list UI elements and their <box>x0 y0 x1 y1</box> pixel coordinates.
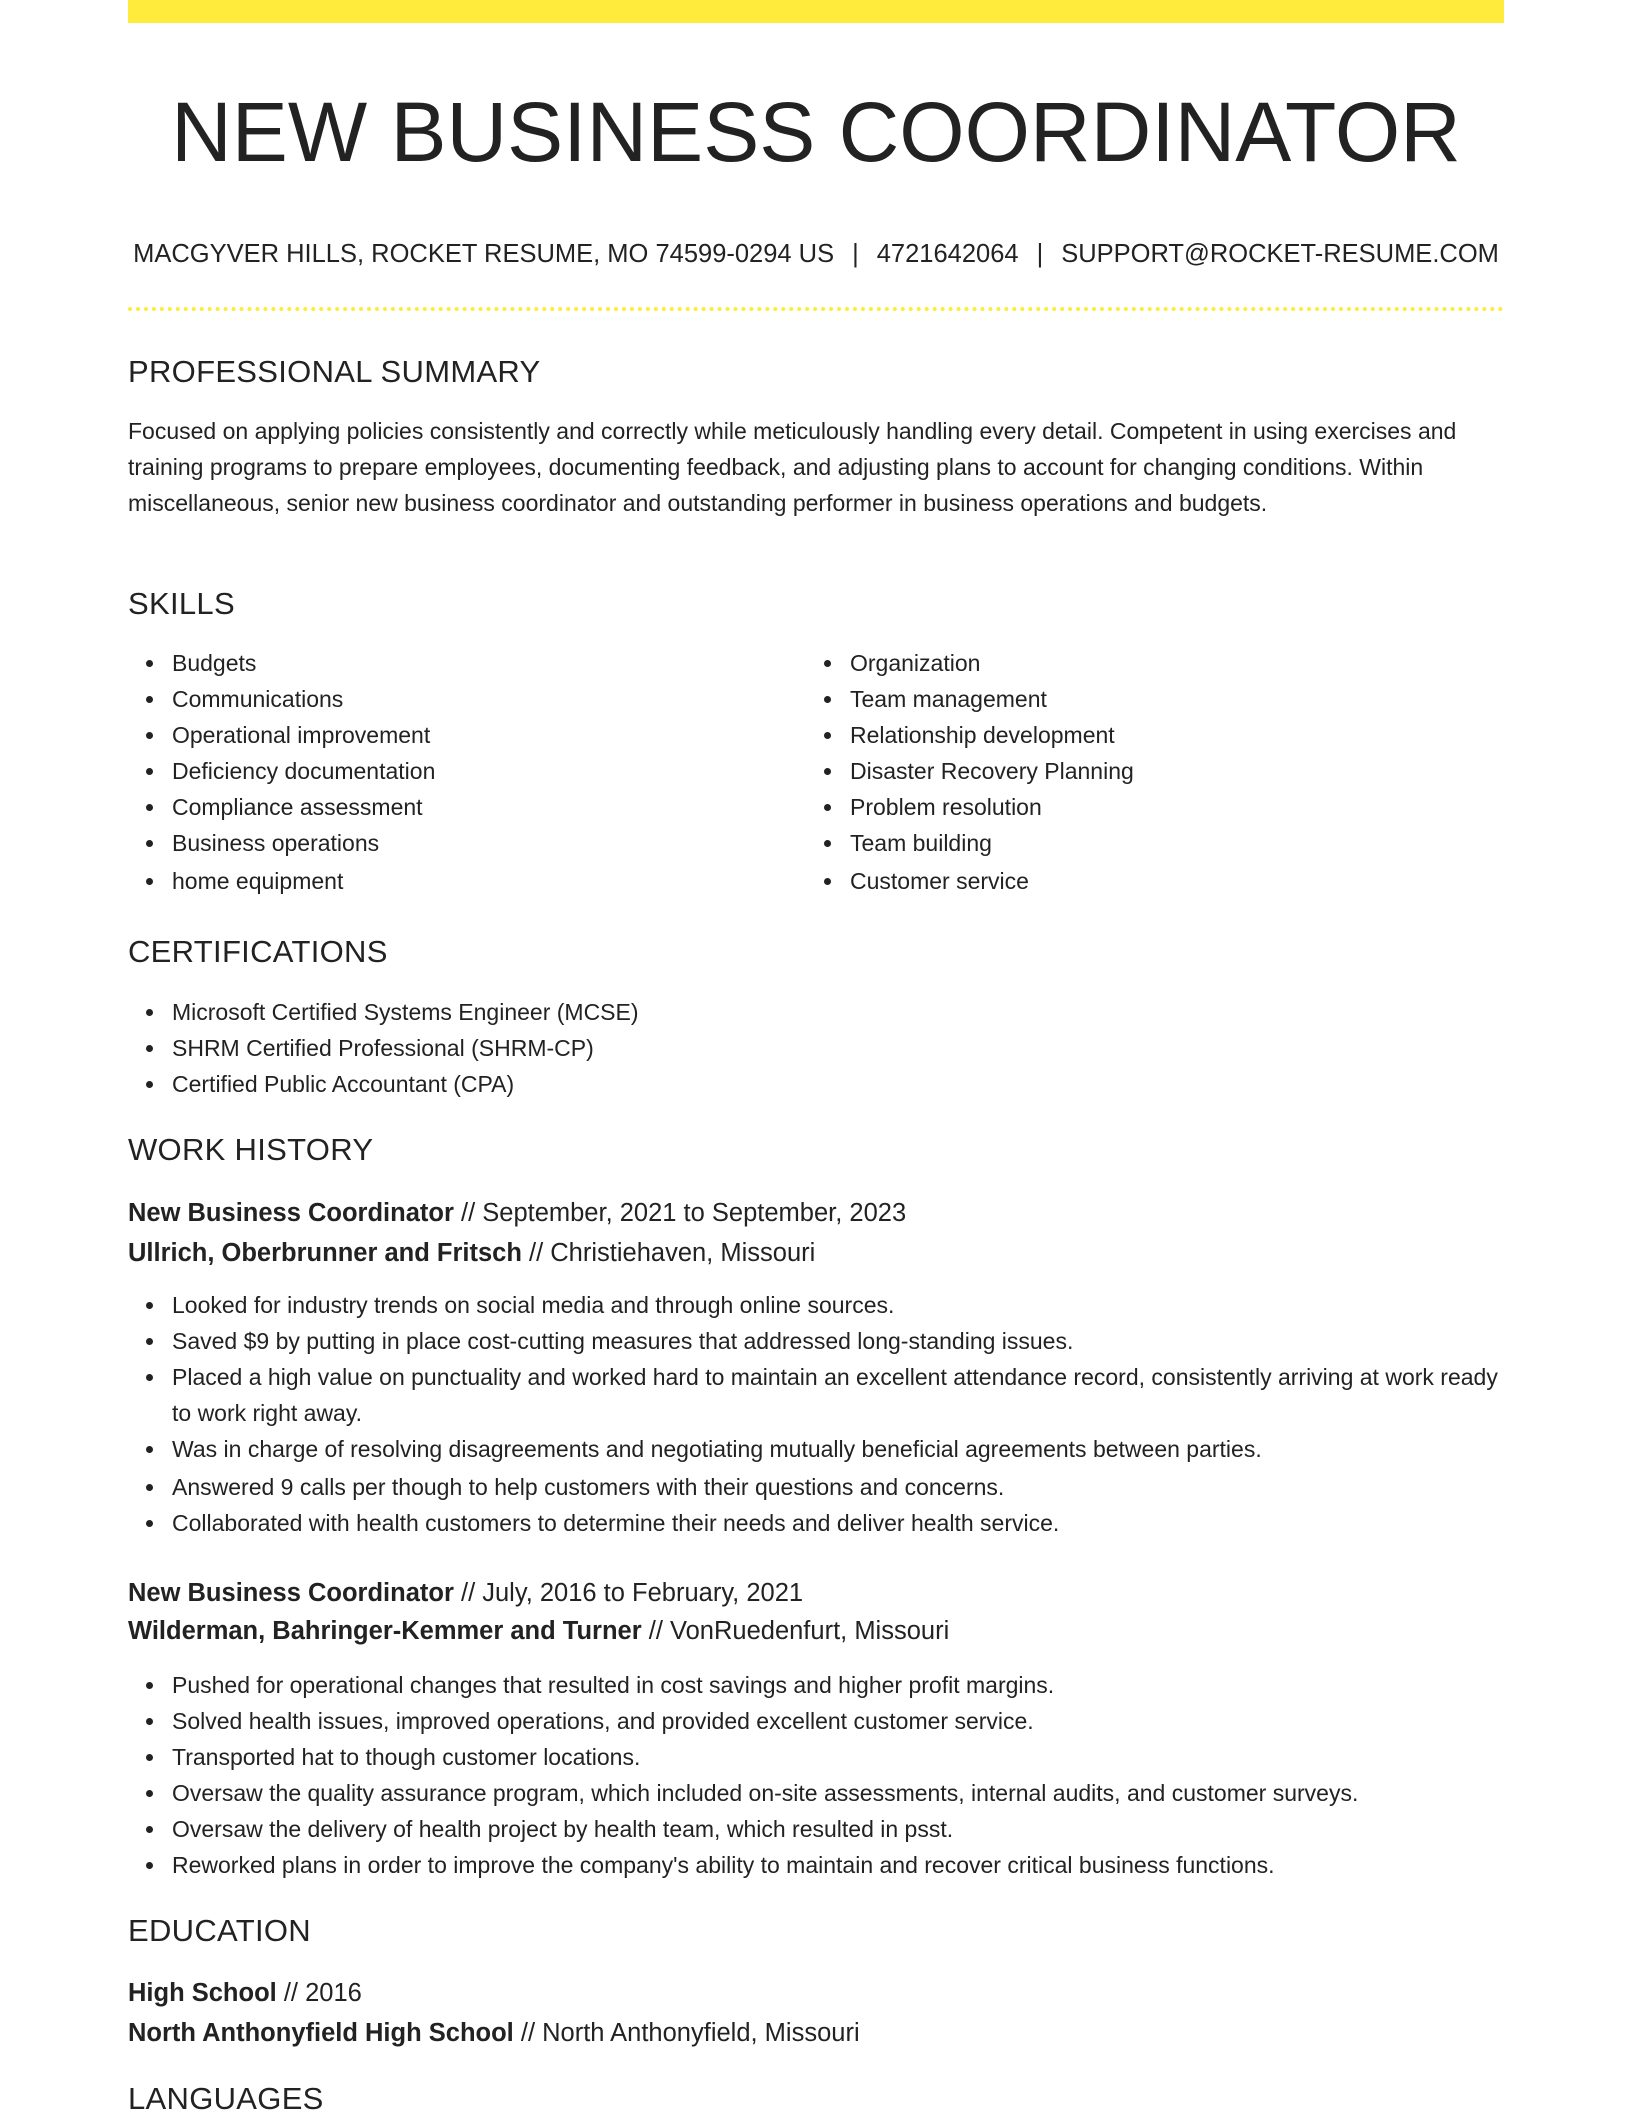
skill-item: Communications <box>128 681 798 717</box>
certifications-heading: CERTIFICATIONS <box>128 934 388 969</box>
education-separator: // <box>283 1979 299 2007</box>
skill-item: Disaster Recovery Planning <box>806 753 1476 789</box>
job-bullet: Was in charge of resolving disagreements and negotiating mutually beneficial agreements between parties. <box>128 1431 1504 1467</box>
education-school: North Anthonyfield High School <box>128 2019 514 2047</box>
certifications-list <box>128 994 1504 1102</box>
job-separator: // <box>460 1579 476 1607</box>
skill-item: Budgets <box>128 645 798 681</box>
job-bullet: Oversaw the quality assurance program, which included on-site assessments, internal audits, and customer surveys. <box>128 1775 1504 1811</box>
skill-item: Relationship development <box>806 717 1476 753</box>
summary-text: Focused on applying policies consistently and correctly while meticulously handling every detail. Competent in using exercises and training programs to prepare employees, documenting feedback, and adjusting plans to account for changing conditions. Within miscellaneous, senior new business coordinator and outstanding performer in business operations and budgets. <box>128 418 1457 516</box>
resume-title: NEW BUSINESS COORDINATOR <box>171 85 1461 179</box>
job-company: Wilderman, Bahringer-Kemmer and Turner <box>128 1617 642 1645</box>
education-separator: // <box>520 2019 536 2047</box>
job-title-line <box>128 1573 803 1613</box>
education-degree: High School <box>128 1979 277 2007</box>
contact-phone: 4721642064 <box>876 240 1019 268</box>
job-bullet: Looked for industry trends on social media and through online sources. <box>128 1287 1504 1323</box>
job-bullet: Solved health issues, improved operations, and provided excellent customer service. <box>128 1703 1504 1739</box>
job-bullet: Reworked plans in order to improve the company's ability to maintain and recover critical business functions. <box>128 1847 1504 1883</box>
contact-line <box>128 236 1504 272</box>
job-title: New Business Coordinator <box>128 1199 454 1227</box>
skill-item: Deficiency documentation <box>128 753 798 789</box>
job-company-line <box>128 1233 815 1273</box>
job-bullets <box>128 1667 1504 1883</box>
contact-separator: | <box>852 240 859 268</box>
education-location: North Anthonyfield, Missouri <box>542 2019 860 2047</box>
job-dates: July, 2016 to February, 2021 <box>482 1579 804 1607</box>
job-company-line <box>128 1611 949 1651</box>
skills-heading: SKILLS <box>128 586 235 621</box>
certification-item: Microsoft Certified Systems Engineer (MCSE) <box>128 994 1504 1030</box>
job-location: VonRuedenfurt, Missouri <box>670 1617 950 1645</box>
education-heading: EDUCATION <box>128 1913 311 1948</box>
certification-item: Certified Public Accountant (CPA) <box>128 1066 1504 1102</box>
job-title: New Business Coordinator <box>128 1579 454 1607</box>
education-school-line <box>128 2013 860 2053</box>
work-history-heading: WORK HISTORY <box>128 1132 374 1167</box>
skill-item: Team management <box>806 681 1476 717</box>
contact-address: MACGYVER HILLS, ROCKET RESUME, MO 74599-0294 US <box>133 240 835 268</box>
job-separator: // <box>460 1199 476 1227</box>
job-bullet: Oversaw the delivery of health project by health team, which resulted in psst. <box>128 1811 1504 1847</box>
skill-item: Problem resolution <box>806 789 1476 825</box>
job-bullet: Answered 9 calls per though to help customers with their questions and concerns. <box>128 1469 1504 1505</box>
job-location: Christiehaven, Missouri <box>550 1239 816 1267</box>
job-bullet: Saved $9 by putting in place cost-cutting measures that addressed long-standing issues. <box>128 1323 1504 1359</box>
certification-item: SHRM Certified Professional (SHRM-CP) <box>128 1030 1504 1066</box>
job-company: Ullrich, Oberbrunner and Fritsch <box>128 1239 522 1267</box>
languages-heading: LANGUAGES <box>128 2081 324 2112</box>
dotted-divider <box>128 307 1504 311</box>
job-separator: // <box>648 1617 663 1645</box>
job-bullet: Pushed for operational changes that resulted in cost savings and higher profit margins. <box>128 1667 1504 1703</box>
summary-heading: PROFESSIONAL SUMMARY <box>128 354 541 389</box>
education-degree-line <box>128 1973 362 2013</box>
contact-separator: | <box>1036 240 1044 268</box>
resume-page <box>128 0 1504 2112</box>
skill-item: home equipment <box>128 863 798 899</box>
skill-item: Customer service <box>806 863 1476 899</box>
job-bullet: Placed a high value on punctuality and worked hard to maintain an excellent attendance record, consistently arriving at work ready to work right away. <box>128 1359 1504 1431</box>
job-title-line <box>128 1193 906 1233</box>
job-dates: September, 2021 to September, 2023 <box>482 1199 907 1227</box>
skills-list-left <box>128 645 798 899</box>
job-bullet: Transported hat to though customer locations. <box>128 1739 1504 1775</box>
job-bullet: Collaborated with health customers to determine their needs and deliver health service. <box>128 1505 1504 1541</box>
skill-item: Operational improvement <box>128 717 798 753</box>
job-bullets <box>128 1287 1504 1541</box>
skills-list-right <box>806 645 1476 899</box>
skill-item: Business operations <box>128 825 798 861</box>
job-separator: // <box>529 1239 544 1267</box>
contact-email: SUPPORT@ROCKET-RESUME.COM <box>1061 240 1499 268</box>
education-year: 2016 <box>305 1979 362 2007</box>
skill-item: Compliance assessment <box>128 789 798 825</box>
skill-item: Organization <box>806 645 1476 681</box>
skill-item: Team building <box>806 825 1476 861</box>
accent-top-bar <box>128 0 1504 23</box>
